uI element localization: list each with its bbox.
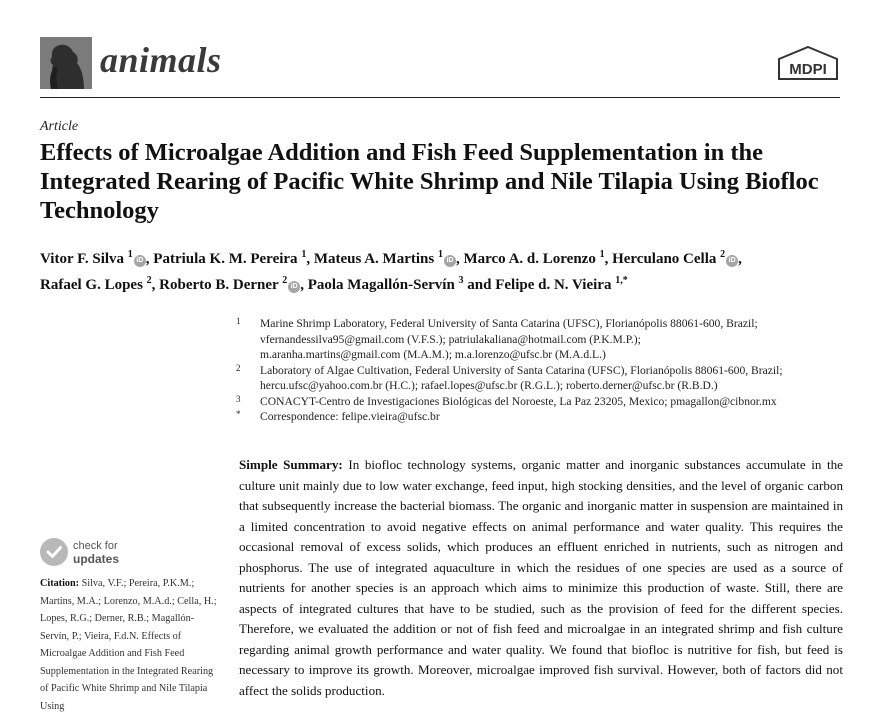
author-separator: , xyxy=(151,277,160,293)
affiliation-line: hercu.ufsc@yahoo.com.br (H.C.); rafael.lopes@ufsc.br (R.G.L.); roberto.derner@ufsc.br (R.B.D.) xyxy=(260,379,718,392)
affiliation-item xyxy=(236,409,856,425)
affiliation-item xyxy=(236,316,856,363)
author-affiliation-sup: 2 xyxy=(146,275,152,286)
affiliation-line: Laboratory of Algae Cultivation, Federal University of Santa Catarina (UFSC), Florianópolis 88061-600, Brazil; xyxy=(260,363,783,377)
affiliation-item xyxy=(236,363,856,394)
author-separator: , xyxy=(604,251,613,267)
author-name: Marco A. d. Lorenzo xyxy=(463,251,596,267)
author-affiliation-sup: 1 xyxy=(599,249,605,260)
orcid-icon[interactable]: iD xyxy=(726,255,738,267)
affiliation-line: Correspondence: felipe.vieira@ufsc.br xyxy=(260,410,440,423)
check-for-updates-button[interactable] xyxy=(40,538,200,570)
author-name: Rafael G. Lopes xyxy=(40,277,143,293)
affiliation-number: 1 xyxy=(236,316,241,326)
citation-text: Silva, V.F.; Pereira, P.K.M.; Martins, M.A.; Lorenzo, M.A.d.; Cella, H.; Lopes, R.G.; Derner, R.B.; Magallón-Servín, P.; Vieira, F.d.N. Effects of Microalgae Addition and Fish Feed Supplementation in the Integrated Rearing of Pacific White Shrimp and Nile Tilapia Using xyxy=(40,578,217,712)
journal-name: animals xyxy=(100,40,222,80)
author-affiliation-sup: 3 xyxy=(458,275,464,286)
gorilla-icon xyxy=(40,37,92,89)
affiliation-number: * xyxy=(236,409,241,419)
author-affiliation-sup: 2 xyxy=(282,275,288,286)
affiliation-item xyxy=(236,394,856,410)
author-affiliation-sup: 1 xyxy=(301,249,307,260)
author-separator: , xyxy=(738,251,742,267)
affiliation-line: CONACYT-Centro de Investigaciones Biológicas del Noroeste, La Paz 23205, Mexico; pmagallon@cibnor.mx xyxy=(260,394,777,408)
affiliation-number: 3 xyxy=(236,393,241,404)
mdpi-logo xyxy=(776,45,840,83)
article-type: Article xyxy=(40,119,79,134)
affiliation-number: 2 xyxy=(236,362,241,373)
orcid-icon[interactable]: iD xyxy=(134,255,146,267)
author-separator: , xyxy=(306,251,314,267)
header-rule xyxy=(40,97,840,98)
author-name: Vitor F. Silva xyxy=(40,251,125,267)
simple-summary-label: Simple Summary: xyxy=(239,457,343,472)
author-affiliation-sup: 1 xyxy=(437,249,443,260)
orcid-icon[interactable]: iD xyxy=(444,255,456,267)
citation-label: Citation: xyxy=(40,578,80,589)
author-separator: , xyxy=(455,251,464,267)
article-title: Effects of Microalgae Addition and Fish Feed Supplementation in the Integrated Rearing of Pacific White Shrimp and Nile Tilapia Using Biofloc Technology xyxy=(40,139,819,224)
journal-header xyxy=(40,37,840,97)
author-list xyxy=(40,244,860,296)
affiliation-line: vfernandessilva95@gmail.com (V.F.S.); patriulakaliana@hotmail.com (P.K.M.P.); xyxy=(260,332,641,346)
affiliations xyxy=(236,316,856,425)
simple-summary-text: In biofloc technology systems, organic matter and inorganic substances accumulate in the culture unit mainly due to low water exchange, feed input, high stocking densities, and the level of organic carbon that subsequently increase the bacterial biomass. The organic and inorganic matter in suspension are maintained in a limited concentration to avoid negative effects on animal performance and water quality. This requires the occasional removal of excess solids, which produces an effluent enriched in nutrients, such as nitrogen and phosphorus. The use of integrated aquaculture in which the residues of one species are used as a source of nutrients for another species is an approach which aims to minimize this production of waste. Still, there are aspects of integrated cultures that have to be studied, such as the provision of feed for the different species. Therefore, we evaluated the addition or not of fish feed and microalgae in an integrated shrimp and fish culture regarding animal growth performance and water quality. We found that biofloc is nutritive for fish, but feed is necessary to improve its growth. Moreover, microalgae improved fish survival. However, both of factors did not affect the solids production. xyxy=(239,457,843,698)
affiliation-line: Marine Shrimp Laboratory, Federal University of Santa Catarina (UFSC), Florianópolis 88061-600, Brazil; xyxy=(260,317,758,330)
author-affiliation-sup: 1 xyxy=(127,249,133,260)
author-name: Felipe d. N. Vieira xyxy=(495,277,612,293)
simple-summary xyxy=(239,455,843,701)
author-name: Herculano Cella xyxy=(612,251,717,267)
orcid-icon[interactable]: iD xyxy=(288,281,300,293)
author-name: Mateus A. Martins xyxy=(313,251,435,267)
author-name: Roberto B. Derner xyxy=(159,277,279,293)
affiliation-line: m.aranha.martins@gmail.com (M.A.M.); m.a.lorenzo@ufsc.br (M.A.d.L.) xyxy=(260,348,606,361)
check-updates-line1: check for xyxy=(73,540,118,552)
author-name: Patriula K. M. Pereira xyxy=(153,251,298,267)
author-separator: and xyxy=(463,277,496,293)
check-updates-icon xyxy=(40,538,68,566)
mdpi-logo-text: MDPI xyxy=(789,61,827,78)
author-name: Paola Magallón-Servín xyxy=(307,277,455,293)
author-affiliation-sup: 2 xyxy=(720,249,726,260)
author-separator: , xyxy=(300,277,308,293)
author-separator: , xyxy=(145,251,154,267)
author-affiliation-sup: 1,* xyxy=(615,275,628,286)
citation-block xyxy=(40,575,220,715)
check-updates-line2: updates xyxy=(73,552,120,566)
